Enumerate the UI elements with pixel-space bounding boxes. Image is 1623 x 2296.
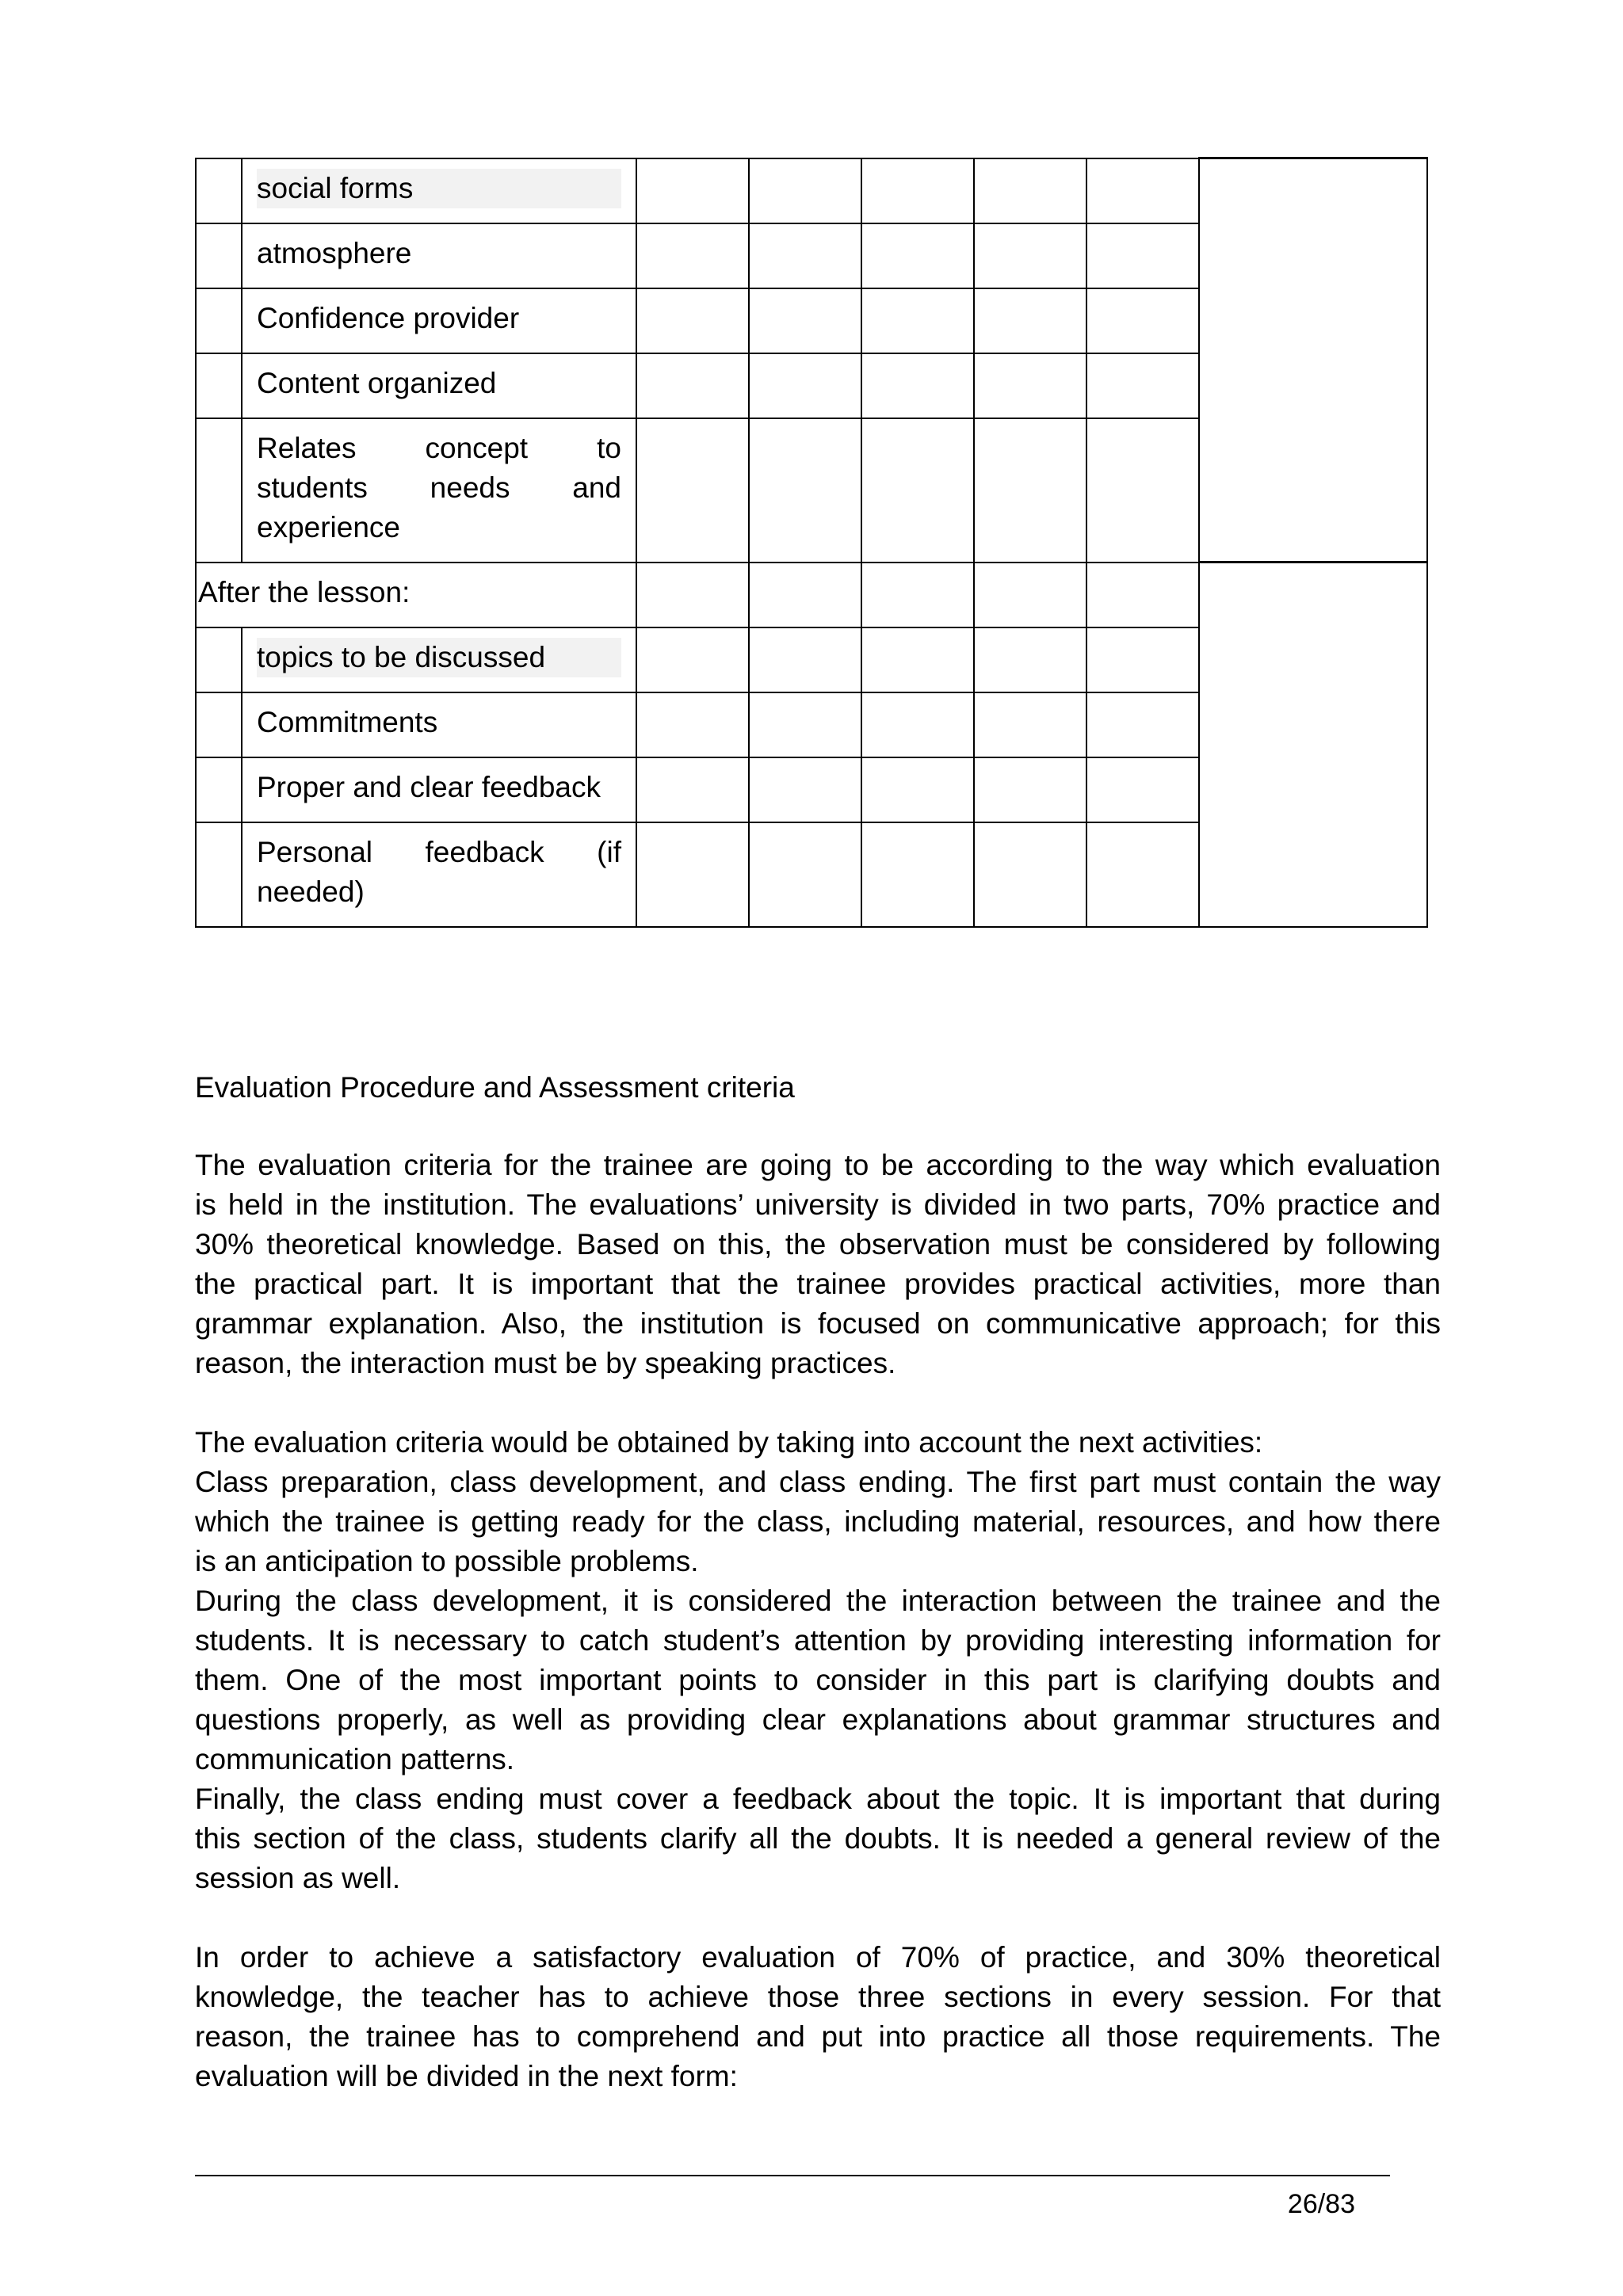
indent-cell	[196, 158, 242, 223]
text-line: In order to achieve a satisfactory evaluation of 70% of practice, and 30% theoretical	[195, 1941, 1441, 1974]
criterion-text-line: Relates concept to	[257, 431, 621, 464]
rating-cell	[974, 563, 1086, 627]
criterion-label	[242, 158, 636, 223]
text-line: knowledge, the teacher has to achieve those three sections in every session. For that	[195, 1981, 1441, 2013]
table-row	[196, 158, 1427, 223]
rating-cell	[974, 353, 1086, 418]
page-number: 26/83	[1287, 2189, 1355, 2219]
indent-cell	[196, 288, 242, 353]
rating-cell	[1086, 158, 1199, 223]
rating-cell	[1086, 288, 1199, 353]
rating-cell	[749, 418, 861, 563]
paragraph-evaluation-criteria	[195, 1146, 1441, 1383]
rating-cell	[636, 627, 749, 692]
rating-cell	[974, 418, 1086, 563]
criterion-label	[242, 692, 636, 757]
comments-cell	[1199, 563, 1427, 927]
criterion-label	[242, 418, 636, 563]
rating-cell	[861, 288, 974, 353]
rating-cell	[974, 692, 1086, 757]
rating-cell	[1086, 822, 1199, 927]
text-line: communication patterns.	[195, 1743, 515, 1775]
indent-cell	[196, 353, 242, 418]
comments-cell	[1199, 158, 1427, 563]
criterion-label	[242, 223, 636, 288]
rating-cell	[749, 627, 861, 692]
rating-cell	[749, 158, 861, 223]
rating-cell	[749, 353, 861, 418]
indent-cell	[196, 822, 242, 927]
text-line: 30% theoretical knowledge. Based on this, the observation must be considered by following	[195, 1228, 1441, 1261]
rating-cell	[1086, 757, 1199, 822]
criterion-label	[242, 757, 636, 822]
criterion-text: Content organized	[257, 366, 497, 399]
criterion-text-line: students needs and	[257, 471, 621, 504]
indent-cell	[196, 223, 242, 288]
rating-cell	[974, 822, 1086, 927]
rating-cell	[636, 353, 749, 418]
rating-cell	[974, 288, 1086, 353]
text-line: evaluation will be divided in the next form:	[195, 2060, 738, 2092]
text-line: is held in the institution. The evaluations’ university is divided in two parts, 70% practice and	[195, 1188, 1441, 1221]
rating-cell	[749, 757, 861, 822]
criterion-text: Commitments	[257, 705, 438, 738]
rating-cell	[861, 822, 974, 927]
rating-cell	[974, 757, 1086, 822]
text-line: Class preparation, class development, and class ending. The first part must contain the way	[195, 1466, 1441, 1498]
rating-cell	[974, 158, 1086, 223]
paragraph-conclusion	[195, 1938, 1441, 2096]
text-line: this section of the class, students clarify all the doubts. It is needed a general review of the	[195, 1822, 1441, 1855]
criterion-text: Proper and clear feedback	[257, 770, 601, 803]
rating-cell	[749, 288, 861, 353]
criterion-text: Confidence provider	[257, 301, 520, 334]
rating-cell	[636, 757, 749, 822]
text-line: reason, the interaction must be by speaking practices.	[195, 1347, 896, 1379]
rating-cell	[1086, 418, 1199, 563]
rating-cell	[1086, 353, 1199, 418]
criterion-text-line: Personal feedback (if	[257, 835, 621, 868]
rating-cell	[636, 692, 749, 757]
rating-cell	[636, 288, 749, 353]
text-line: is an anticipation to possible problems.	[195, 1545, 699, 1577]
rating-cell	[749, 822, 861, 927]
indent-cell	[196, 757, 242, 822]
rating-cell	[636, 563, 749, 627]
rating-cell	[861, 418, 974, 563]
rating-cell	[974, 223, 1086, 288]
rating-cell	[861, 563, 974, 627]
criterion-text: atmosphere	[257, 236, 412, 269]
criterion-text: topics to be discussed	[257, 638, 621, 677]
rating-cell	[1086, 223, 1199, 288]
text-line: which the trainee is getting ready for the class, including material, resources, and how there	[195, 1505, 1441, 1538]
rating-cell	[861, 223, 974, 288]
text-line: questions properly, as well as providing clear explanations about grammar structures and	[195, 1703, 1441, 1736]
rating-cell	[974, 627, 1086, 692]
rating-cell	[749, 692, 861, 757]
indent-cell	[196, 692, 242, 757]
section-label-text: After the lesson:	[198, 575, 411, 608]
footer-divider	[195, 2175, 1390, 2176]
paragraph-activities	[195, 1423, 1441, 1898]
criterion-label	[242, 822, 636, 927]
text-line: The evaluation criteria for the trainee are going to be according to the way which evaluation	[195, 1149, 1441, 1181]
criterion-label	[242, 353, 636, 418]
text-line: The evaluation criteria would be obtained by taking into account the next activities:	[195, 1426, 1263, 1459]
criterion-text: social forms	[257, 169, 621, 208]
text-line: the practical part. It is important that the trainee provides practical activities, more than	[195, 1268, 1441, 1300]
indent-cell	[196, 418, 242, 563]
criterion-text-line: needed)	[257, 875, 365, 908]
rating-cell	[861, 692, 974, 757]
text-line: During the class development, it is considered the interaction between the trainee and the	[195, 1585, 1441, 1617]
text-line: Finally, the class ending must cover a feedback about the topic. It is important that during	[195, 1783, 1441, 1815]
rating-cell	[861, 353, 974, 418]
rating-cell	[1086, 692, 1199, 757]
section-label	[196, 563, 636, 627]
rating-cell	[636, 822, 749, 927]
rating-cell	[749, 563, 861, 627]
indent-cell	[196, 627, 242, 692]
criterion-label	[242, 288, 636, 353]
text-line: them. One of the most important points to consider in this part is clarifying doubts and	[195, 1664, 1441, 1696]
rating-cell	[1086, 627, 1199, 692]
rating-cell	[749, 223, 861, 288]
criterion-label	[242, 627, 636, 692]
section-row	[196, 563, 1427, 627]
rating-cell	[636, 418, 749, 563]
text-line: grammar explanation. Also, the institution is focused on communicative approach; for this	[195, 1307, 1441, 1340]
rating-cell	[1086, 563, 1199, 627]
rating-cell	[861, 757, 974, 822]
criterion-text-line: experience	[257, 510, 401, 543]
text-line: reason, the trainee has to comprehend and put into practice all those requirements. The	[195, 2020, 1441, 2053]
rating-cell	[861, 627, 974, 692]
rating-cell	[636, 158, 749, 223]
rating-cell	[636, 223, 749, 288]
rating-cell	[861, 158, 974, 223]
text-line: session as well.	[195, 1862, 401, 1894]
evaluation-table	[195, 157, 1428, 928]
section-heading: Evaluation Procedure and Assessment criteria	[195, 1071, 795, 1104]
text-line: students. It is necessary to catch student’s attention by providing interesting information for	[195, 1624, 1441, 1657]
